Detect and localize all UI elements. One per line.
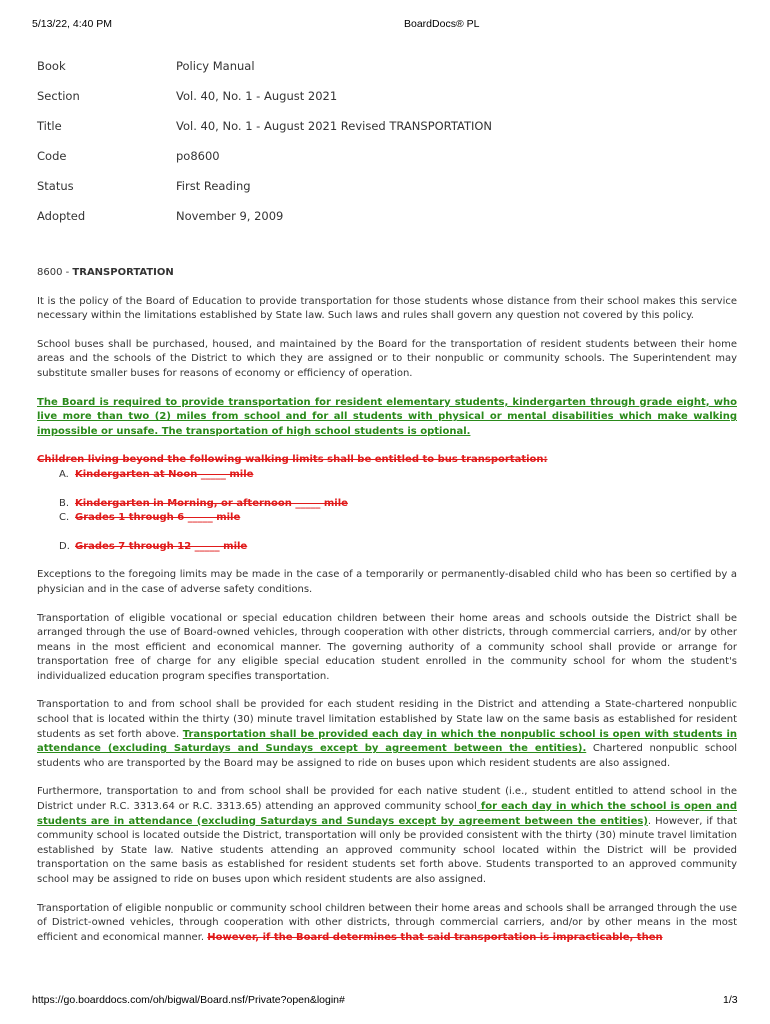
- meta-value: po8600: [176, 149, 220, 163]
- policy-number: 8600 -: [37, 267, 73, 278]
- print-header-site: BoardDocs® PL: [404, 18, 480, 30]
- list-marker: B.: [59, 497, 70, 509]
- inserted-text: The Board is required to provide transportation for resident elementary students, kindergarten through grade eight, who live more than two (2) miles from school and for all students with physical or mental disabilities which make walking impossible or unsafe. The transportation of high school students is optional.: [37, 396, 737, 437]
- list-marker: D.: [59, 540, 70, 552]
- policy-paragraph: School buses shall be purchased, housed, and maintained by the Board for the transportation of resident students between their home areas and the schools of the District to which they are assigned or to their nonpublic or community schools. The Superintendent may substitute smaller buses for reasons of economy or efficiency of operation.: [37, 338, 737, 379]
- policy-paragraph: [37, 785, 737, 887]
- list-item: [59, 511, 737, 526]
- deleted-text: Kindergarten at Noon _____ mile: [75, 468, 254, 480]
- list-marker: C.: [59, 512, 70, 524]
- policy-paragraph: [37, 698, 737, 771]
- list-item: [59, 497, 737, 512]
- meta-value: First Reading: [176, 179, 251, 193]
- meta-label: Adopted: [37, 209, 86, 223]
- meta-label: Code: [37, 149, 67, 163]
- meta-value: November 9, 2009: [176, 209, 284, 223]
- body-text: Furthermore, transportation to and from school shall be provided for each native student (i.e., student entitled to attend school in the District under R.C. 3313.64 or R.C. 3313.65) attending an approved community school: [37, 786, 737, 813]
- policy-paragraph: Transportation of eligible vocational or special education children between their home areas and schools outside the District shall be arranged through the use of Board-owned vehicles, through cooperation with other districts, through commercial carriers, and/or by other means in the most efficient and economical manner. The governing authority of a community school shall provide or arrange for transportation free of charge for any eligible special education student enrolled in the community school for whom the student's individualized education program specifies transportation.: [37, 612, 737, 682]
- body-text: Chartered nonpublic school students who are transported by the Board may be assigned to ride on buses upon which resident students are also assigned.: [37, 743, 737, 769]
- print-header-datetime: 5/13/22, 4:40 PM: [32, 18, 112, 30]
- inserted-text: Transportation shall be provided each day in which the nonpublic school is open with students in attendance (excluding Saturdays and Sundays except by agreement between the entities).: [37, 728, 737, 755]
- meta-value: Vol. 40, No. 1 - August 2021: [176, 89, 338, 103]
- policy-body: [37, 266, 737, 959]
- deleted-text: Kindergarten in Morning, or afternoon _____ mile: [75, 497, 348, 509]
- policy-paragraph: Exceptions to the foregoing limits may be made in the case of a temporarily or permanently-disabled child who has been so certified by a physician and in the case of adverse safety conditions.: [37, 569, 737, 595]
- print-footer-page-number: 1/3: [723, 994, 738, 1006]
- policy-heading: [37, 266, 737, 281]
- body-text: Transportation of eligible nonpublic or community school children between their home areas and schools shall be arranged through the use of District-owned vehicles, through cooperation with other districts, through commercial carriers, and/or by other means in the most efficient and economical manner.: [37, 902, 737, 943]
- deleted-text: Children living beyond the following walking limits shall be entitled to bus transportation:: [37, 454, 548, 466]
- inserted-paragraph: [37, 396, 737, 440]
- meta-label: Title: [37, 119, 62, 133]
- deleted-text: Grades 1 through 6 _____ mile: [75, 512, 241, 524]
- print-footer-url: https://go.boarddocs.com/oh/bigwal/Board.nsf/Private?open&login#: [32, 994, 345, 1006]
- deleted-heading: [37, 453, 737, 468]
- policy-title: TRANSPORTATION: [72, 267, 174, 278]
- meta-value: Vol. 40, No. 1 - August 2021 Revised TRANSPORTATION: [176, 119, 493, 133]
- meta-label: Status: [37, 179, 74, 193]
- list-marker: A.: [59, 468, 69, 480]
- body-text: . However, if that community school is located outside the District, transportation will only be provided consistent with the thirty (30) minute travel limitation established by State law. Native students attending an approved community school located within the District will be provided transportation on the same basis as established for resident students set forth above. Students transported to an approved community school may be assigned to ride on buses upon which resident students are also assigned.: [37, 815, 738, 885]
- meta-label: Section: [37, 89, 80, 103]
- meta-value: Policy Manual: [176, 59, 255, 73]
- meta-label: Book: [37, 59, 66, 73]
- policy-paragraph: [37, 902, 737, 946]
- list-spacer: [59, 526, 737, 540]
- deleted-walking-limits-list: [37, 468, 737, 554]
- list-item: [59, 468, 737, 483]
- list-item: [59, 540, 737, 555]
- policy-paragraph: It is the policy of the Board of Education to provide transportation for those students whose distance from their school makes this service necessary within the limitations established by State law. Such laws and rules shall govern any question not covered by this policy.: [37, 295, 737, 322]
- body-text: Transportation to and from school shall be provided for each student residing in the District and attending a State-chartered nonpublic school that is located within the thirty (30) minute travel limitation established by State law on the same basis as established for resident students as set forth above.: [37, 699, 737, 740]
- list-spacer: [59, 483, 737, 497]
- inserted-text: for each day in which the school is open and students are in attendance (excluding Saturdays and Sundays except by agreement between the entities): [37, 801, 737, 827]
- deleted-text: Grades 7 through 12 _____ mile: [75, 540, 248, 552]
- deleted-text: However, if the Board determines that said transportation is impracticable, then: [207, 931, 663, 943]
